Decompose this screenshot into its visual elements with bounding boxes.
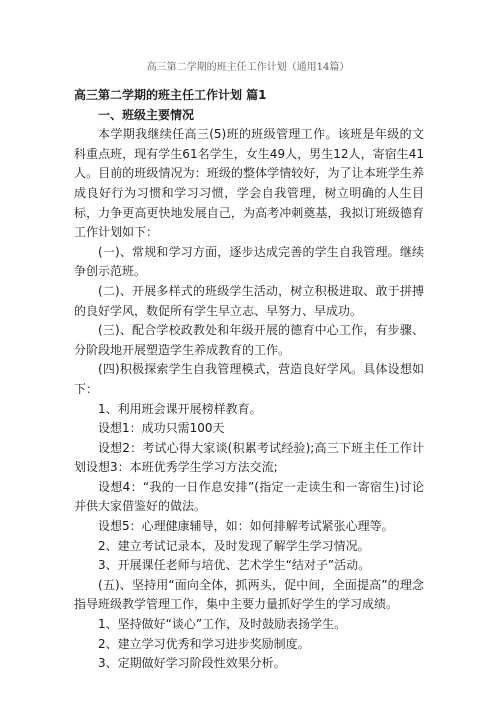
running-header: 高三第二学期的班主任工作计划（通用14篇） [146, 62, 350, 73]
section-heading: 一、班级主要情况 [98, 107, 195, 122]
paragraph: 设想1：成功只需100天 [98, 421, 225, 436]
paragraph: 1、坚持做好“谈心”工作，及时鼓励表扬学生。 [98, 617, 347, 632]
paragraph: (五)、坚持用“面向全体，抓两头，促中间，全面提高”的理念指导班级教学管理工作，集中主要力量抓好学生的学习成绩。 [74, 577, 424, 612]
paragraph: 3、开展课任老师与培优、艺术学生“结对子”活动。 [98, 558, 371, 573]
paragraph: 1、利用班会课开展榜样教育。 [98, 401, 262, 416]
paragraph: 设想5：心理健康辅导，如：如何排解考试紧张心理等。 [98, 519, 394, 534]
paragraph: 设想2：考试心得大家谈(积累考试经验);高三下班主任工作计划设想3：本班优秀学生学习方法交流; [74, 440, 424, 475]
paragraph: (一)、常规和学习方面，逐步达成完善的学生自我管理。继续争创示范班。 [74, 244, 424, 279]
paragraph: 3、定期做好学习阶段性效果分析。 [98, 656, 286, 671]
paragraph: 2、建立考试记录本，及时发现了解学生学习情况。 [98, 538, 370, 553]
paragraph: (四)积极探索学生自我管理模式，营造良好学风。具体设想如下： [74, 362, 424, 396]
document-title: 高三第二学期的班主任工作计划 篇1 [74, 88, 267, 102]
paragraph: (三)、配合学校政教处和年级开展的德育中心工作，有步骤、分阶段地开展塑造学生养成教育的工作。 [74, 323, 424, 357]
paragraph: 设想4：“我的一日作息安排”(指定一走读生和一寄宿生)讨论并供大家借鉴好的做法。 [74, 479, 424, 514]
document-body [74, 86, 424, 674]
paragraph: 2、建立学习优秀和学习进步奖励制度。 [98, 636, 310, 651]
paragraph: (二)、开展多样式的班级学生活动，树立积极进取、敢于拼搏的良好学风，数促所有学生早立志、早努力、早成功。 [74, 283, 424, 318]
paragraph: 本学期我继续任高三(5)班的班级管理工作。该班是年级的文科重点班，现有学生61名学生，女生49人，男生12人，寄宿生41人。目前的班级情况为：班级的整体学情较好，为了让本班学生养成良好行为习惯和学习习惯，学会自我管理，树立明确的人生目标，力争更高更快地发展自己，为高考冲刺奠基，我拟订班级德育工作计划如下： [74, 127, 424, 240]
